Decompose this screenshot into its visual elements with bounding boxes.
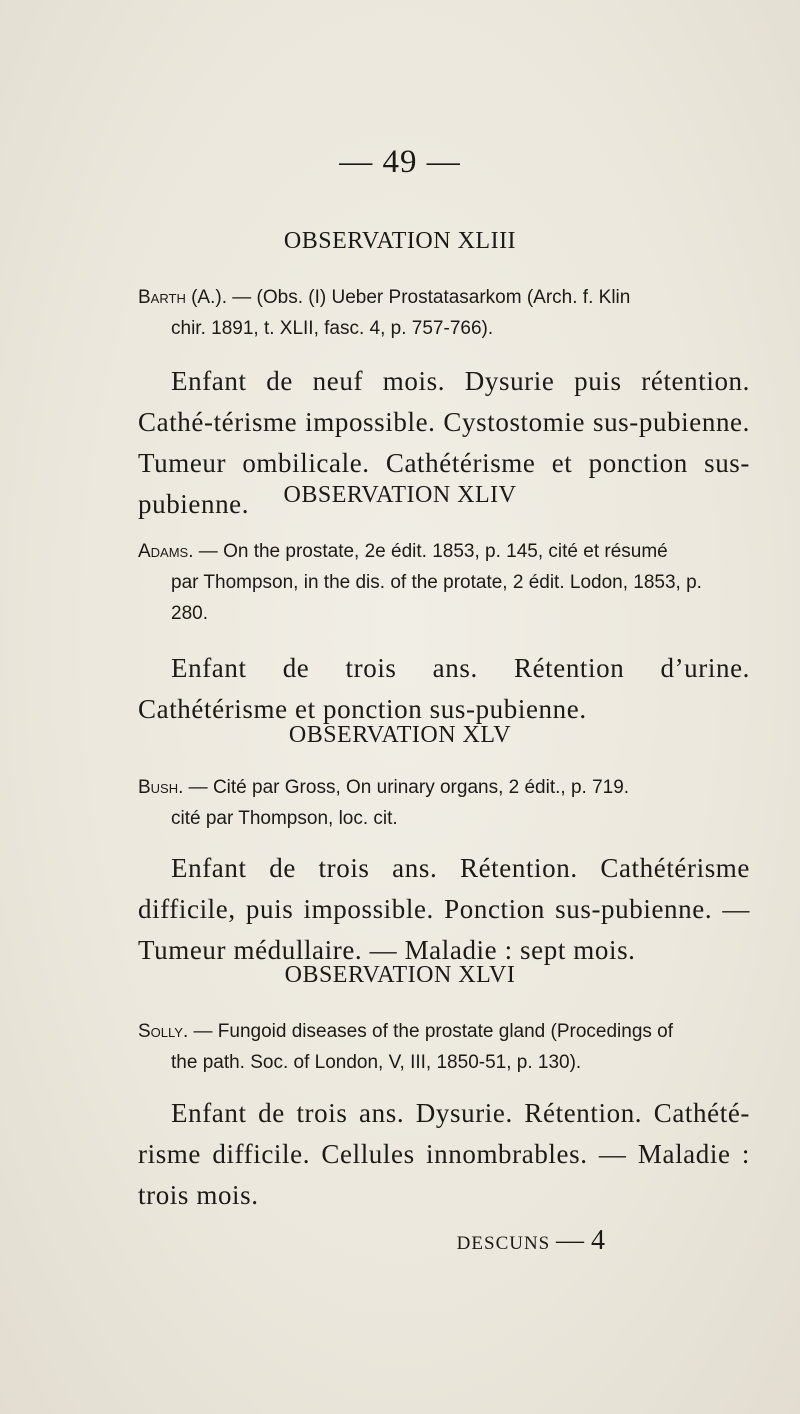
reference-text: — On the prostate, 2e édit. 1853, p. 145, cité et résumé [193, 541, 668, 562]
observation-heading: OBSERVATION XLV [288, 722, 512, 748]
observation-body: Enfant de trois ans. Rétention. Cathétérisme difficile, puis impossible. Ponction sus-pubienne. — Tumeur médullaire. — Maladie : sept mois. [138, 853, 750, 965]
observation-heading: OBSERVATION XLVI [284, 962, 516, 988]
bibliographic-reference [138, 772, 738, 834]
bibliographic-reference [138, 536, 738, 629]
reference-author: Adams. [138, 541, 194, 562]
observation-body: Enfant de trois ans. Dysurie. Rétention. Cathété-risme difficile. Cellules innombrables. — Maladie : trois mois. [138, 1098, 750, 1210]
bibliographic-reference [138, 1016, 738, 1078]
reference-text: — Fungoid diseases of the prostate gland (Procedings of [188, 1021, 674, 1042]
reference-author: Bush. [138, 777, 184, 798]
signature-line [0, 1225, 800, 1257]
observation-heading: OBSERVATION XLIII [283, 228, 517, 254]
observation-heading: OBSERVATION XLIV [283, 482, 517, 508]
signature-name: DESCUNS [456, 1233, 551, 1254]
observation-body: Enfant de neuf mois. Dysurie puis rétention. Cathé-térisme impossible. Cystostomie sus-pubienne. Tumeur ombilicale. Cathétérisme et ponction sus-pubienne. [138, 366, 750, 519]
reference-author: Solly. [138, 1021, 189, 1042]
reference-text-continued: cité par Thompson, loc. cit. [171, 808, 398, 829]
reference-text-continued: chir. 1891, t. XLII, fasc. 4, p. 757-766). [171, 318, 494, 339]
observation-body: Enfant de trois ans. Rétention d’urine. Cathétérisme et ponction sus-pubienne. [138, 653, 750, 724]
reference-text: — (Obs. (I) Ueber Prostatasarkom (Arch. f. Klin [227, 287, 631, 308]
reference-text-continued: par Thompson, in the dis. of the protate, 2 édit. Lodon, 1853, p. 280. [171, 572, 702, 624]
signature-sheet-number: — 4 [556, 1225, 605, 1256]
reference-text-continued: the path. Soc. of London, V, III, 1850-51, p. 130). [171, 1052, 582, 1073]
page-number: — 49 — [339, 144, 461, 180]
reference-text: — Cité par Gross, On urinary organs, 2 édit., p. 719. [183, 777, 630, 798]
reference-author: Barth (A.). [138, 287, 227, 308]
bibliographic-reference [138, 282, 738, 344]
